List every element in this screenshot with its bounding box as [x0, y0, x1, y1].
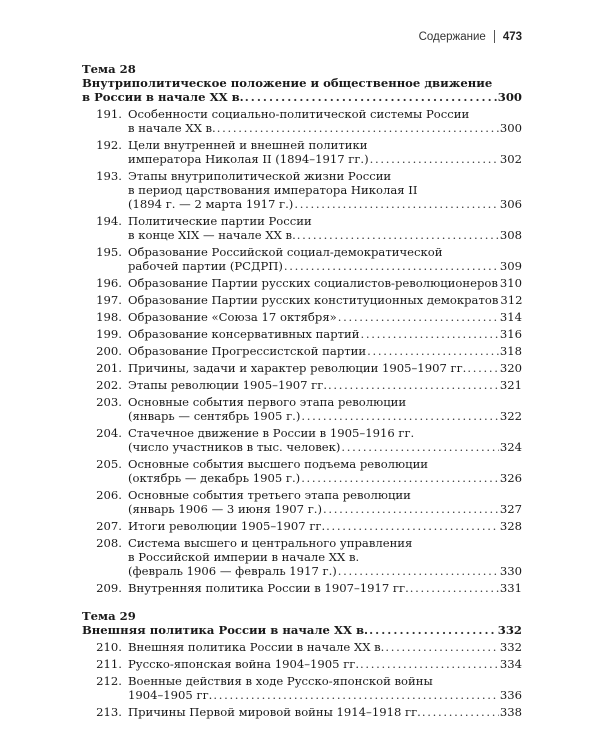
- entry-title-line: Основные события третьего этапа революции: [128, 488, 411, 502]
- dot-leader: [213, 688, 499, 702]
- topic-title-text: в России в начале XX в.: [82, 90, 244, 104]
- entry-page-number: 322: [499, 409, 522, 423]
- entry-title-text: Образование Прогрессистской партии: [128, 344, 367, 358]
- entry-title-line: в период царствования императора Николая II: [128, 183, 418, 197]
- entry-number: 206.: [96, 488, 122, 502]
- entry-number: 205.: [96, 457, 122, 471]
- entry-body: [128, 395, 522, 423]
- topic-page-number: 332: [497, 623, 522, 637]
- entry-title-text: в конце XIX — начале XX в.: [128, 228, 296, 242]
- entry-body: [128, 426, 522, 454]
- entry-leader-line: [128, 228, 522, 242]
- entry-leader-line: [128, 293, 522, 307]
- toc-entry: [82, 488, 522, 516]
- entry-body: [128, 344, 522, 358]
- entry-title-line: Система высшего и центрального управления: [128, 536, 413, 550]
- entry-title-text: (февраль 1906 — февраль 1917 г.): [128, 564, 337, 578]
- topic-title-leader-line: [82, 623, 522, 637]
- entry-body: [128, 581, 522, 595]
- dot-leader: [360, 657, 499, 671]
- entry-body: [128, 657, 522, 671]
- entry-body: [128, 361, 522, 375]
- entry-number: 213.: [96, 705, 122, 719]
- entry-title-text: Образование Партии русских конституционных демократов: [128, 293, 499, 307]
- entry-body: [128, 327, 522, 341]
- toc-entry: [82, 674, 522, 702]
- dot-leader: [467, 361, 499, 375]
- topic-section: [82, 62, 522, 595]
- entry-leader-line: [128, 640, 522, 654]
- toc-entry: [82, 214, 522, 242]
- entry-number: 194.: [96, 214, 122, 228]
- entry-page-number: 300: [499, 121, 522, 135]
- entry-title-text: Причины, задачи и характер революции 1905–1907 гг.: [128, 361, 467, 375]
- entry-number: 212.: [96, 674, 122, 688]
- entry-page-number: 318: [499, 344, 522, 358]
- entry-page-number: 327: [499, 502, 522, 516]
- entry-title-line: в Российской империи в начале XX в.: [128, 550, 360, 564]
- entry-number: 202.: [96, 378, 122, 392]
- entry-body: [128, 705, 522, 719]
- entry-number: 199.: [96, 327, 122, 341]
- running-header: [419, 30, 522, 43]
- entry-title-line: Цели внутренней и внешней политики: [128, 138, 368, 152]
- entry-leader-line: [128, 705, 522, 719]
- entry-leader-line: [128, 197, 522, 211]
- dot-leader: [245, 90, 497, 104]
- topic-label: Тема 28: [82, 62, 136, 76]
- toc-entry: [82, 581, 522, 595]
- dot-leader: [341, 440, 498, 454]
- topic-section: [82, 609, 522, 719]
- entry-number: 209.: [96, 581, 122, 595]
- entry-title-text: 1904–1905 гг.: [128, 688, 213, 702]
- entry-leader-line: [128, 276, 522, 290]
- entry-leader-line: [128, 440, 522, 454]
- dot-leader: [328, 378, 499, 392]
- entry-title-text: Причины Первой мировой войны 1914–1918 гг.: [128, 705, 421, 719]
- entry-body: [128, 107, 522, 135]
- entry-body: [128, 674, 522, 702]
- toc-entry: [82, 378, 522, 392]
- entry-number: 195.: [96, 245, 122, 259]
- toc-entry: [82, 138, 522, 166]
- entry-body: [128, 214, 522, 242]
- toc-entry: [82, 395, 522, 423]
- entry-title-text: Образование консервативных партий: [128, 327, 360, 341]
- entry-body: [128, 640, 522, 654]
- entry-leader-line: [128, 152, 522, 166]
- toc-entry: [82, 107, 522, 135]
- toc-entry: [82, 276, 522, 290]
- entry-page-number: 326: [499, 471, 522, 485]
- page-number: 473: [502, 30, 522, 43]
- entry-body: [128, 169, 522, 211]
- entry-page-number: 328: [499, 519, 522, 533]
- entry-title-text: Образование «Союза 17 октября»: [128, 310, 337, 324]
- toc-entry: [82, 536, 522, 578]
- entry-page-number: 302: [499, 152, 522, 166]
- entry-body: [128, 310, 522, 324]
- entry-leader-line: [128, 519, 522, 533]
- entry-leader-line: [128, 378, 522, 392]
- entry-title-text: Русско-японская война 1904–1905 гг.: [128, 657, 360, 671]
- topic-title-leader-line: [82, 90, 522, 104]
- dot-leader: [367, 344, 499, 358]
- entry-leader-line: [128, 361, 522, 375]
- entry-body: [128, 276, 522, 290]
- entry-title-text: Внутренняя политика России в 1907–1917 гг.: [128, 581, 409, 595]
- section-title: Содержание: [418, 30, 486, 43]
- entry-number: 192.: [96, 138, 122, 152]
- toc-entry: [82, 705, 522, 719]
- entry-number: 191.: [96, 107, 122, 121]
- dot-leader: [294, 197, 499, 211]
- entry-leader-line: [128, 502, 522, 516]
- entry-number: 208.: [96, 536, 122, 550]
- entry-body: [128, 536, 522, 578]
- toc-entry: [82, 245, 522, 273]
- entry-title-line: Особенности социально-политической системы России: [128, 107, 470, 121]
- dot-leader: [301, 409, 498, 423]
- toc-entry: [82, 310, 522, 324]
- table-of-contents: [82, 62, 522, 733]
- entry-number: 196.: [96, 276, 122, 290]
- entry-page-number: 332: [499, 640, 522, 654]
- entry-leader-line: [128, 121, 522, 135]
- dot-leader: [284, 259, 499, 273]
- dot-leader: [338, 564, 499, 578]
- entry-title-line: Образование Российской социал-демократической: [128, 245, 443, 259]
- entry-page-number: 310: [499, 276, 523, 290]
- toc-entry: [82, 519, 522, 533]
- entry-leader-line: [128, 657, 522, 671]
- dot-leader: [370, 152, 499, 166]
- entry-title-text: Итоги революции 1905–1907 гг.: [128, 519, 326, 533]
- dot-leader: [326, 519, 499, 533]
- entry-page-number: 312: [500, 293, 523, 307]
- toc-entry: [82, 361, 522, 375]
- entry-page-number: 324: [499, 440, 522, 454]
- dot-leader: [422, 705, 499, 719]
- entry-leader-line: [128, 409, 522, 423]
- dot-leader: [338, 310, 499, 324]
- entry-number: 200.: [96, 344, 122, 358]
- entry-body: [128, 245, 522, 273]
- entry-title-text: (январь 1906 — 3 июня 1907 г.): [128, 502, 322, 516]
- entry-leader-line: [128, 581, 522, 595]
- entry-page-number: 331: [499, 581, 522, 595]
- entry-page-number: 321: [499, 378, 522, 392]
- entry-title-text: (1894 г. — 2 марта 1917 г.): [128, 197, 294, 211]
- topic-title-text: Внешняя политика России в начале XX в.: [82, 623, 369, 637]
- entry-page-number: 320: [499, 361, 522, 375]
- entry-number: 203.: [96, 395, 122, 409]
- dot-leader: [410, 581, 499, 595]
- entry-leader-line: [128, 327, 522, 341]
- entry-leader-line: [128, 310, 522, 324]
- entry-number: 207.: [96, 519, 122, 533]
- dot-leader: [323, 502, 499, 516]
- entry-title-text: в начале XX в.: [128, 121, 216, 135]
- entry-leader-line: [128, 688, 522, 702]
- dot-leader: [385, 640, 498, 654]
- topic-label: Тема 29: [82, 609, 136, 623]
- entry-page-number: 336: [499, 688, 522, 702]
- entry-page-number: 308: [499, 228, 522, 242]
- toc-entry: [82, 169, 522, 211]
- entry-body: [128, 488, 522, 516]
- dot-leader: [361, 327, 499, 341]
- toc-entry: [82, 640, 522, 654]
- toc-entry: [82, 426, 522, 454]
- entry-title-line: Основные события первого этапа революции: [128, 395, 407, 409]
- entry-title-line: Стачечное движение в России в 1905–1916 гг.: [128, 426, 415, 440]
- entry-page-number: 330: [499, 564, 522, 578]
- entry-title-text: рабочей партии (РСДРП): [128, 259, 283, 273]
- entry-page-number: 338: [499, 705, 522, 719]
- entry-page-number: 316: [499, 327, 522, 341]
- dot-leader: [297, 228, 499, 242]
- entry-leader-line: [128, 471, 522, 485]
- dot-leader: [369, 623, 497, 637]
- entry-number: 211.: [96, 657, 122, 671]
- topic-title-line: Внутриполитическое положение и общественное движение: [82, 76, 493, 90]
- entry-title-text: (число участников в тыс. человек): [128, 440, 341, 454]
- topic-page-number: 300: [497, 90, 522, 104]
- entry-title-text: (январь — сентябрь 1905 г.): [128, 409, 301, 423]
- entry-body: [128, 138, 522, 166]
- entry-title-text: (октябрь — декабрь 1905 г.): [128, 471, 301, 485]
- entry-title-line: Военные действия в ходе Русско-японской войны: [128, 674, 433, 688]
- entry-title-text: Этапы революции 1905–1907 гг.: [128, 378, 328, 392]
- entry-number: 197.: [96, 293, 122, 307]
- entry-title-line: Политические партии России: [128, 214, 312, 228]
- entry-number: 198.: [96, 310, 122, 324]
- toc-entry: [82, 293, 522, 307]
- entry-page-number: 309: [499, 259, 522, 273]
- entry-number: 193.: [96, 169, 122, 183]
- entry-leader-line: [128, 564, 522, 578]
- toc-entry: [82, 327, 522, 341]
- entry-title-text: Внешняя политика России в начале XX в.: [128, 640, 385, 654]
- entry-page-number: 314: [499, 310, 522, 324]
- entry-page-number: 334: [499, 657, 522, 671]
- entry-body: [128, 457, 522, 485]
- toc-entry: [82, 657, 522, 671]
- entry-title-line: Этапы внутриполитической жизни России: [128, 169, 392, 183]
- entry-title-text: Образование Партии русских социалистов-революционеров: [128, 276, 498, 290]
- entry-number: 201.: [96, 361, 122, 375]
- entry-page-number: 306: [499, 197, 522, 211]
- toc-entry: [82, 457, 522, 485]
- entry-number: 210.: [96, 640, 122, 654]
- entry-body: [128, 519, 522, 533]
- entry-leader-line: [128, 259, 522, 273]
- entry-body: [128, 378, 522, 392]
- entry-title-text: императора Николая II (1894–1917 гг.): [128, 152, 369, 166]
- entry-title-line: Основные события высшего подъема революции: [128, 457, 429, 471]
- header-divider: [494, 30, 495, 43]
- entry-leader-line: [128, 344, 522, 358]
- entry-body: [128, 293, 522, 307]
- toc-entry: [82, 344, 522, 358]
- entry-number: 204.: [96, 426, 122, 440]
- dot-leader: [301, 471, 499, 485]
- dot-leader: [217, 121, 499, 135]
